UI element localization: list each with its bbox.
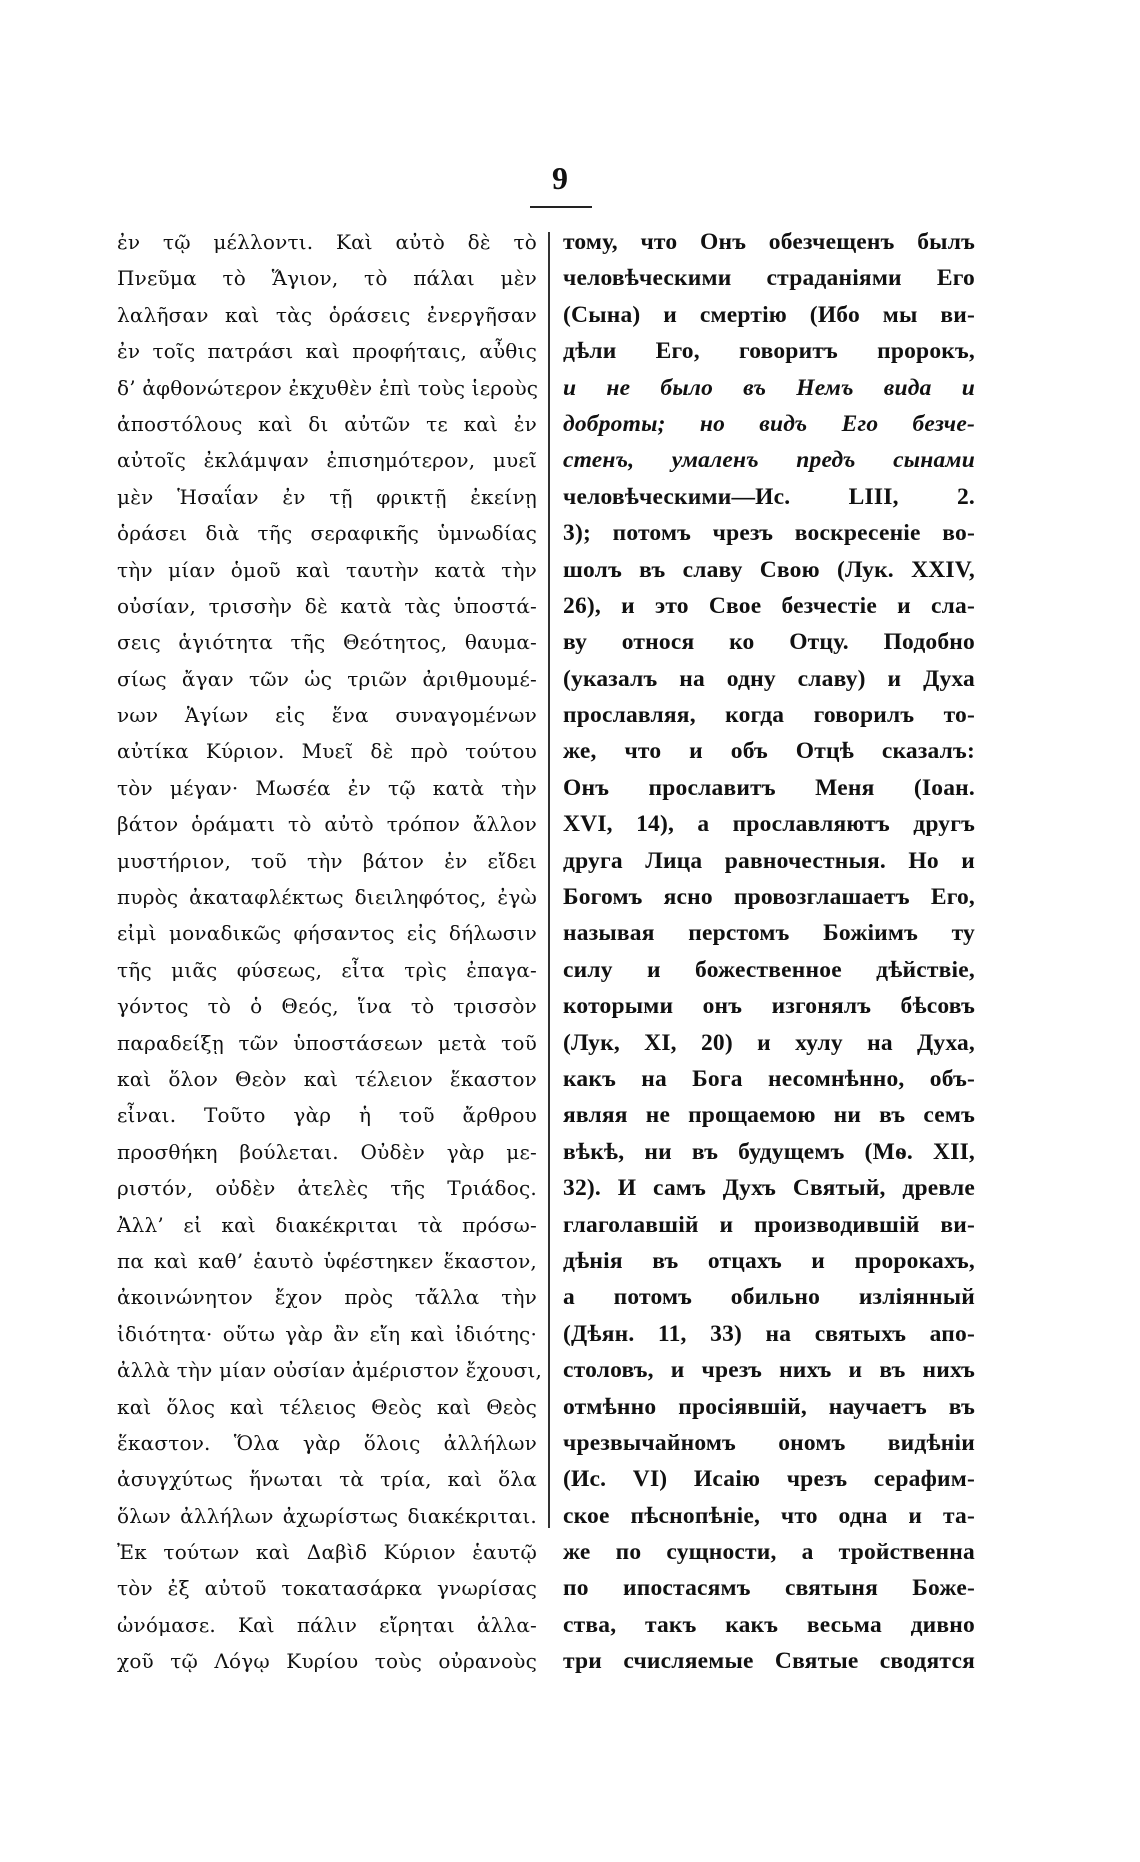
greek-line: ἐν τῷ μέλλοντι. Καὶ αὐτὸ δὲ τὸ: [117, 230, 537, 254]
russian-line: 26), и это Свое безчестіе и сла-: [563, 592, 975, 619]
russian-line: дѣнія въ отцахъ и пророкахъ,: [563, 1247, 975, 1274]
russian-line: три счисляемые Святые сводятся: [563, 1648, 975, 1675]
greek-line: ἕκαστον. Ὅλα γὰρ ὅλοις ἀλλήλων: [117, 1430, 537, 1455]
russian-line: отмѣнно просіявшій, научаетъ въ: [563, 1393, 975, 1420]
russian-line: а потомъ обильно изліянный: [563, 1284, 975, 1311]
russian-line: друга Лица равночестныя. Но и: [563, 847, 975, 874]
greek-line: τὸν μέγαν· Μωσέα ἐν τῷ κατὰ τὴν: [117, 775, 537, 800]
russian-line: чрезвычайномъ ономъ видѣніи: [563, 1429, 975, 1456]
russian-line: дѣли Его, говоритъ пророкъ,: [563, 338, 975, 365]
greek-line: ἐν τοῖς πατράσι καὶ προφήταις, αὖθις: [117, 339, 537, 364]
russian-line: (Дѣян. 11, 33) на святыхъ апо-: [563, 1320, 975, 1347]
greek-line: οὐσίαν, τρισσὴν δὲ κατὰ τὰς ὑποστά-: [117, 593, 537, 618]
greek-line: τῆς μιᾶς φύσεως, εἶτα τρὶς ἐπαγα-: [117, 957, 537, 982]
column-divider: [548, 232, 550, 1528]
russian-line: прославляя, когда говорилъ то-: [563, 702, 975, 729]
russian-line: человѣческими страданіями Его: [563, 265, 975, 292]
russian-line: являя не прощаемою ни въ семъ: [563, 1102, 975, 1129]
greek-line: πυρὸς ἀκαταφλέκτως διειληφότος, ἐγὼ: [117, 885, 537, 910]
russian-line: шолъ въ славу Свою (Лук. XXIV,: [563, 556, 975, 583]
russian-line: ву относя ко Отцу. Подобно: [563, 629, 975, 656]
greek-line: εἰμὶ μοναδικῶς φήσαντος εἰς δήλωσιν: [117, 921, 537, 946]
russian-line: столовъ, и чрезъ нихъ и въ нихъ: [563, 1357, 975, 1384]
greek-line: προσθήκη βούλεται. Οὐδὲν γὰρ με-: [117, 1139, 537, 1164]
russian-line: которыми онъ изгонялъ бѣсовъ: [563, 993, 975, 1020]
greek-line: ἀποστόλους καὶ δι αὐτῶν τε καὶ ἐν: [117, 411, 537, 436]
greek-line: ἀσυγχύτως ἥνωται τὰ τρία, καὶ ὅλα: [117, 1467, 537, 1492]
greek-line: καὶ ὅλον Θεὸν καὶ τέλειον ἕκαστον: [117, 1066, 537, 1091]
greek-line: Ἀλλ’ εἰ καὶ διακέκριται τὰ πρόσω-: [117, 1212, 537, 1237]
greek-line: αὐτοῖς ἐκλάμψαν ἐπισημότερον, μυεῖ: [117, 448, 537, 473]
header-rule: [530, 206, 592, 208]
greek-line: ὁράσει διὰ τῆς σεραφικῆς ὑμνωδίας: [117, 521, 537, 546]
russian-line: (Сына) и смертію (Ибо мы ви-: [563, 301, 975, 328]
greek-line: ριστόν, οὐδὲν ἀτελὲς τῆς Τριάδος.: [117, 1176, 537, 1201]
greek-line: μυστήριον, τοῦ τὴν βάτον ἐν εἴδει: [117, 848, 537, 873]
russian-line: силу и божественное дѣйствіе,: [563, 956, 975, 983]
russian-line: Онъ прославитъ Меня (Іоан.: [563, 774, 975, 801]
greek-line: παραδείξῃ τῶν ὑποστάσεων μετὰ τοῦ: [117, 1030, 537, 1055]
russian-line: какъ на Бога несомнѣнно, объ-: [563, 1065, 975, 1092]
russian-line: (Ис. VI) Исаію чрезъ серафим-: [563, 1466, 975, 1493]
greek-line: αὐτίκα Κύριον. Μυεῖ δὲ πρὸ τούτου: [117, 739, 537, 764]
greek-line: δ’ ἀφθονώτερον ἐκχυθὲν ἐπὶ τοὺς ἱεροὺς: [117, 375, 539, 400]
russian-line: ское пѣснопѣніе, что одна и та-: [563, 1502, 975, 1529]
greek-line: ἀλλὰ τὴν μίαν οὐσίαν ἀμέριστον ἔχουσι,: [117, 1358, 543, 1383]
russian-line: человѣческими—Ис. LIII, 2.: [563, 483, 975, 510]
greek-line: ὅλων ἀλλήλων ἀχωρίστως διακέκριται.: [117, 1503, 537, 1528]
russian-line: же, что и объ Отцѣ сказалъ:: [563, 738, 975, 765]
russian-line: по ипостасямъ святыня Боже-: [563, 1575, 975, 1602]
greek-line: καὶ ὅλος καὶ τέλειος Θεὸς καὶ Θεὸς: [117, 1394, 537, 1419]
russian-text-column: [563, 224, 975, 1680]
greek-line: Ἐκ τούτων καὶ Δαβὶδ Κύριον ἑαυτῷ: [117, 1540, 537, 1565]
greek-text-column: [117, 224, 543, 1680]
greek-line: χοῦ τῷ Λόγῳ Κυρίου τοὺς οὐρανοὺς: [117, 1649, 537, 1674]
russian-line: и не было въ Немъ вида и: [563, 374, 975, 401]
page-number: 9: [552, 160, 568, 196]
greek-line: πα καὶ καθ’ ἑαυτὸ ὑφέστηκεν ἕκαστον,: [117, 1248, 537, 1273]
greek-line: τὴν μίαν ὁμοῦ καὶ ταυτὴν κατὰ τὴν: [117, 557, 537, 582]
russian-line: же по сущности, а тройственна: [563, 1539, 975, 1566]
russian-line: (указалъ на одну славу) и Духа: [563, 665, 975, 692]
greek-line: Πνεῦμα τὸ Ἅγιον, τὸ πάλαι μὲν: [117, 266, 537, 291]
greek-line: γόντος τὸ ὁ Θεός, ἵνα τὸ τρισσὸν: [117, 994, 537, 1019]
greek-line: ἰδιότητα· οὕτω γὰρ ἂν εἴη καὶ ἰδιότης·: [117, 1321, 537, 1346]
russian-line: глаголавшій и производившій ви-: [563, 1211, 975, 1238]
russian-line: тому, что Онъ обезчещенъ былъ: [563, 229, 975, 255]
russian-line: вѣкѣ, ни въ будущемъ (Мѳ. XII,: [563, 1138, 975, 1165]
russian-line: 32). И самъ Духъ Святый, древле: [563, 1175, 975, 1202]
russian-line: XVI, 14), а прославляютъ другъ: [563, 811, 975, 838]
greek-line: εἶναι. Τοῦτο γὰρ ἡ τοῦ ἄρθρου: [117, 1103, 537, 1128]
greek-line: βάτον ὁράματι τὸ αὐτὸ τρόπον ἄλλον: [117, 812, 537, 837]
russian-line: называя перстомъ Божіимъ ту: [563, 920, 975, 947]
russian-line: (Лук, XI, 20) и хулу на Духа,: [563, 1029, 975, 1056]
greek-line: νων Ἁγίων εἰς ἕνα συναγομένων: [117, 703, 537, 728]
russian-line: 3); потомъ чрезъ воскресеніе во-: [563, 520, 975, 547]
greek-line: τὸν ἐξ αὐτοῦ τοκατασάρκα γνωρίσας: [117, 1576, 537, 1601]
greek-line: ἀκοινώνητον ἔχον πρὸς τἄλλα τὴν: [117, 1285, 537, 1310]
greek-line: μὲν Ἡσαΐαν ἐν τῇ φρικτῇ ἐκείνῃ: [117, 484, 537, 509]
greek-line: σεις ἁγιότητα τῆς Θεότητος, θαυμα-: [117, 630, 537, 655]
greek-line: σίως ἄγαν τῶν ὡς τριῶν ἀριθμουμέ-: [117, 666, 537, 691]
russian-line: ства, такъ какъ весьма дивно: [563, 1611, 975, 1638]
russian-line: Богомъ ясно провозглашаетъ Его,: [563, 884, 975, 911]
greek-line: ὠνόμασε. Καὶ πάλιν εἴρηται ἀλλα-: [117, 1612, 537, 1637]
russian-line: доброты; но видъ Его безче-: [563, 410, 975, 437]
greek-line: λαλῆσαν καὶ τὰς ὁράσεις ἐνεργῆσαν: [117, 302, 537, 327]
russian-line: стенъ, умаленъ предъ сынами: [563, 447, 975, 474]
